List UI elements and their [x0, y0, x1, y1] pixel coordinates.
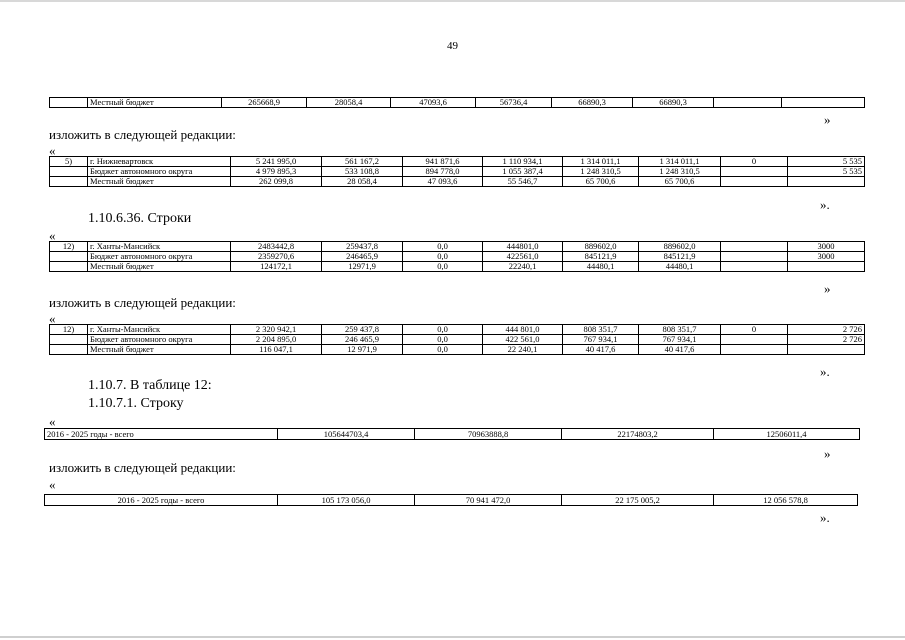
closing-quote: ». — [820, 364, 830, 379]
cell: 65 700,6 — [563, 177, 639, 187]
cell: 1 314 011,1 — [563, 157, 639, 167]
table-nizhnevartovsk-new — [49, 156, 865, 187]
table-row — [50, 167, 865, 177]
cell: 941 871,6 — [403, 157, 483, 167]
cell: 533 108,8 — [322, 167, 403, 177]
row-name: 2016 - 2025 годы - всего — [45, 495, 278, 506]
cell: 1 248 310,5 — [563, 167, 639, 177]
cell — [721, 262, 788, 272]
cell: 2 204 895,0 — [231, 335, 322, 345]
cell: 808 351,7 — [563, 325, 639, 335]
cell: 0,0 — [403, 335, 483, 345]
row-name: г. Нижневартовск — [88, 157, 231, 167]
table-row — [50, 252, 865, 262]
cell: 12 056 578,8 — [714, 495, 858, 506]
cell: 2483442,8 — [231, 242, 322, 252]
cell: 0,0 — [403, 252, 483, 262]
cell: 259 437,8 — [322, 325, 403, 335]
cell: 12 971,9 — [322, 345, 403, 355]
cell: 0,0 — [403, 242, 483, 252]
cell: 28058,4 — [307, 98, 391, 108]
cell: 44480,1 — [639, 262, 721, 272]
cell: 40 417,6 — [639, 345, 721, 355]
cell: 808 351,7 — [639, 325, 721, 335]
opening-quote: « — [49, 143, 56, 158]
row-number: 12) — [50, 325, 88, 335]
scan-bottom-edge — [0, 636, 905, 638]
cell: 265668,9 — [222, 98, 307, 108]
cell — [788, 177, 865, 187]
closing-quote: » — [824, 446, 831, 461]
cell: 0 — [721, 157, 788, 167]
cell: 246 465,9 — [322, 335, 403, 345]
cell: 2 726 — [788, 335, 865, 345]
cell: 262 099,8 — [231, 177, 322, 187]
cell: 5 535 — [788, 167, 865, 177]
cell — [721, 242, 788, 252]
row-name: 2016 - 2025 годы - всего — [45, 429, 278, 440]
closing-quote: ». — [820, 510, 830, 525]
cell: 894 778,0 — [403, 167, 483, 177]
row-number: 12) — [50, 242, 88, 252]
table-total-old — [44, 428, 860, 440]
table-row — [50, 242, 865, 252]
table-row — [50, 157, 865, 167]
top-fragment-table — [49, 97, 865, 108]
cell: 22 175 005,2 — [562, 495, 714, 506]
cell: 56736,4 — [476, 98, 552, 108]
cell — [721, 345, 788, 355]
cell: 12971,9 — [322, 262, 403, 272]
cell — [721, 177, 788, 187]
cell: 767 934,1 — [639, 335, 721, 345]
cell: 767 934,1 — [563, 335, 639, 345]
cell: 5 535 — [788, 157, 865, 167]
cell: 1 110 934,1 — [483, 157, 563, 167]
row-number: 5) — [50, 157, 88, 167]
table-row — [50, 345, 865, 355]
table-total-new — [44, 494, 858, 506]
cell: 422561,0 — [483, 252, 563, 262]
cell: 55 546,7 — [483, 177, 563, 187]
cell: 66890,3 — [552, 98, 633, 108]
page-number: 49 — [447, 40, 458, 52]
cell: 845121,9 — [563, 252, 639, 262]
cell: 22174803,2 — [562, 429, 714, 440]
cell: 22240,1 — [483, 262, 563, 272]
cell: 0 — [721, 325, 788, 335]
table-khanty-mansiysk-new — [49, 324, 865, 355]
closing-quote: ». — [820, 197, 830, 212]
cell: 105 173 056,0 — [278, 495, 415, 506]
table-khanty-mansiysk-old — [49, 241, 865, 272]
cell: 0,0 — [403, 325, 483, 335]
closing-quote: » — [824, 112, 831, 127]
cell: 116 047,1 — [231, 345, 322, 355]
cell: 1 055 387,4 — [483, 167, 563, 177]
cell: 28 058,4 — [322, 177, 403, 187]
table-row — [50, 335, 865, 345]
opening-quote: « — [49, 477, 56, 492]
cell: 12506011,4 — [714, 429, 860, 440]
row-name: Местный бюджет — [88, 177, 231, 187]
cell: 40 417,6 — [563, 345, 639, 355]
cell: 444 801,0 — [483, 325, 563, 335]
cell: 0,0 — [403, 262, 483, 272]
cell: 2 320 942,1 — [231, 325, 322, 335]
row-name: Бюджет автономного округа — [88, 167, 231, 177]
cell: 845121,9 — [639, 252, 721, 262]
cell: 65 700,6 — [639, 177, 721, 187]
cell: 70963888,8 — [415, 429, 562, 440]
cell: 3000 — [788, 252, 865, 262]
cell: 4 979 895,3 — [231, 167, 322, 177]
replace-instruction: изложить в следующей редакции: — [49, 295, 236, 310]
opening-quote: « — [49, 311, 56, 326]
table-row — [50, 262, 865, 272]
cell — [721, 335, 788, 345]
cell: 70 941 472,0 — [415, 495, 562, 506]
cell: 124172,1 — [231, 262, 322, 272]
cell: 44480,1 — [563, 262, 639, 272]
cell: 422 561,0 — [483, 335, 563, 345]
row-name: г. Ханты-Мансийск — [88, 325, 231, 335]
opening-quote: « — [49, 228, 56, 243]
cell: 2359270,6 — [231, 252, 322, 262]
cell — [788, 262, 865, 272]
cell: 47093,6 — [391, 98, 476, 108]
cell: 3000 — [788, 242, 865, 252]
cell: 22 240,1 — [483, 345, 563, 355]
table-row — [50, 177, 865, 187]
cell: 66890,3 — [633, 98, 714, 108]
cell: 889602,0 — [563, 242, 639, 252]
scan-top-edge — [0, 0, 905, 2]
replace-instruction: изложить в следующей редакции: — [49, 460, 236, 475]
section-heading: 1.10.7. В таблице 12: — [88, 378, 212, 393]
cell: 889602,0 — [639, 242, 721, 252]
table-row — [45, 495, 858, 506]
closing-quote: » — [824, 281, 831, 296]
cell: 444801,0 — [483, 242, 563, 252]
table-row — [45, 429, 860, 440]
row-name: Местный бюджет — [88, 262, 231, 272]
cell — [721, 167, 788, 177]
cell: 2 726 — [788, 325, 865, 335]
row-name: Местный бюджет — [88, 345, 231, 355]
row-name: Местный бюджет — [88, 98, 222, 108]
cell: 5 241 995,0 — [231, 157, 322, 167]
table-row — [50, 98, 865, 108]
cell: 0,0 — [403, 345, 483, 355]
row-name: Бюджет автономного округа — [88, 335, 231, 345]
cell — [788, 345, 865, 355]
cell: 246465,9 — [322, 252, 403, 262]
cell: 259437,8 — [322, 242, 403, 252]
cell — [721, 252, 788, 262]
replace-instruction: изложить в следующей редакции: — [49, 127, 236, 142]
section-heading: 1.10.6.36. Строки — [88, 211, 192, 226]
opening-quote: « — [49, 414, 56, 429]
table-row — [50, 325, 865, 335]
cell: 561 167,2 — [322, 157, 403, 167]
row-name: Бюджет автономного округа — [88, 252, 231, 262]
cell: 47 093,6 — [403, 177, 483, 187]
row-name: г. Ханты-Мансийск — [88, 242, 231, 252]
section-heading: 1.10.7.1. Строку — [88, 396, 184, 411]
cell: 1 248 310,5 — [639, 167, 721, 177]
cell: 105644703,4 — [278, 429, 415, 440]
cell: 1 314 011,1 — [639, 157, 721, 167]
